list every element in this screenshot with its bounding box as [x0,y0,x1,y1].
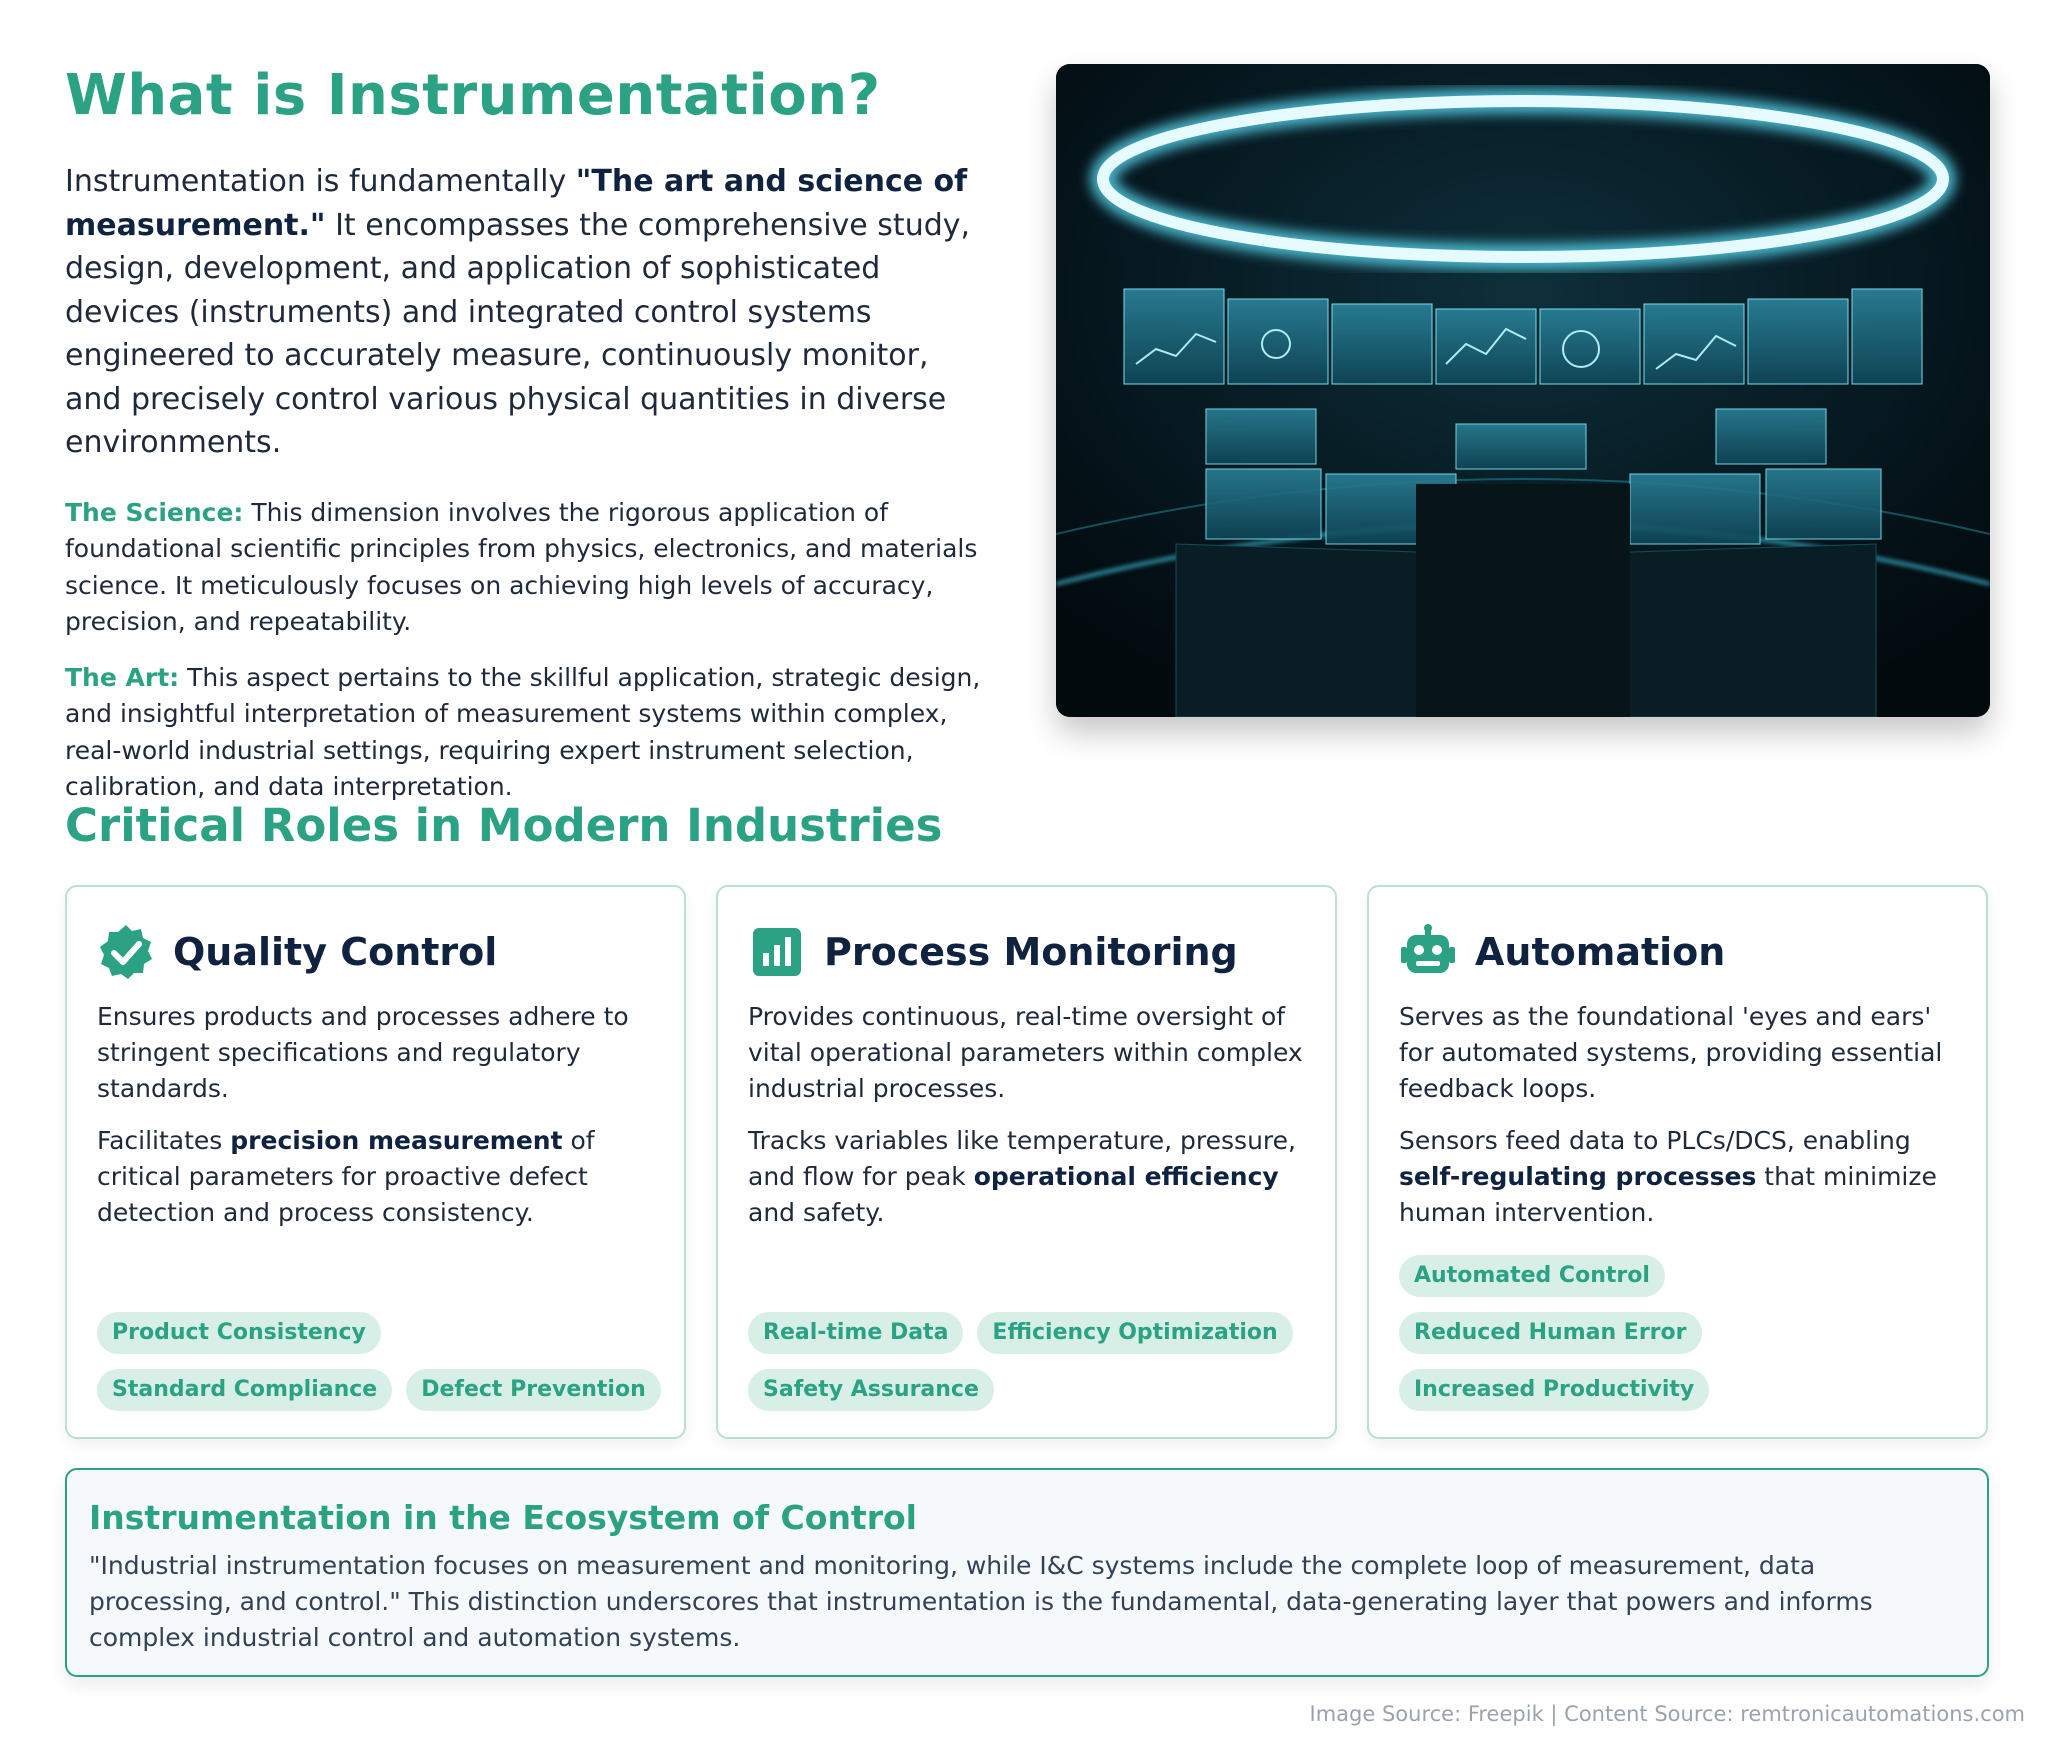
intro-section [65,60,985,806]
card-body [1399,999,1964,1231]
ecosystem-text: "Industrial instrumentation focuses on measurement and monitoring, while I&C systems include the complete loop of measurement, data processing, and control." This distinction underscores that instrumentation is the fundamental, data-generating layer that powers and informs complex industrial control and automation systems. [89,1551,1873,1652]
science-paragraph [65,495,985,641]
source-credit: Image Source: Freepik | Content Source: remtronicautomations.com [1309,1702,2025,1726]
ecosystem-title: Instrumentation in the Ecosystem of Control [89,1498,917,1537]
tag-increased-productivity: Increased Productivity [1399,1369,1709,1411]
card-header [1399,923,1725,981]
card-description: Ensures products and processes adhere to stringent specifications and regulatory standards. [97,1002,629,1103]
tag-list [1399,1255,1969,1411]
intro-lead-bold: "The art and science of measurement." [65,164,968,243]
card-detail-bold: operational efficiency [973,1162,1279,1191]
card-detail-rest: and safety. [748,1198,885,1227]
role-card-process-monitoring [716,885,1337,1439]
page-title: What is Instrumentation? [65,63,881,128]
card-detail-rest: that minimize human intervention. [1399,1162,1937,1227]
tag-list [97,1312,667,1411]
art-text: This aspect pertains to the skillful application, strategic design, and insightful interpretation of measurement systems within complex, real-world industrial settings, requiring expert instrument selection, calibration, and data interpretation. [65,662,981,801]
card-detail-text: Facilitates [97,1126,231,1155]
role-card-automation [1367,885,1988,1439]
card-detail-text: Sensors feed data to PLCs/DCS, enabling [1399,1126,1911,1155]
card-detail-bold: self-regulating processes [1399,1162,1757,1191]
tag-efficiency-optimization: Efficiency Optimization [977,1312,1292,1354]
role-card-quality-control [65,885,686,1439]
card-description: Serves as the foundational 'eyes and ears' for automated systems, providing essential feedback loops. [1399,1002,1943,1103]
card-title: Quality Control [173,930,498,974]
intro-lead-rest: It encompasses the comprehensive study, design, development, and application of sophisticated devices (instruments) and integrated control systems engineered to accurately measure, continuously monitor, and precisely control various physical quantities in diverse environments. [65,207,971,460]
card-detail-bold: precision measurement [230,1126,563,1155]
art-paragraph [65,660,985,806]
card-body [748,999,1313,1231]
card-detail [748,1123,1313,1231]
card-detail [1399,1123,1964,1231]
art-label: The Art: [65,662,180,692]
card-detail [97,1123,662,1231]
card-title: Process Monitoring [824,930,1238,974]
card-title: Automation [1475,930,1726,974]
control-room-image [1056,64,1990,717]
card-header [748,923,1238,981]
tag-real-time-data: Real-time Data [748,1312,963,1354]
tag-standard-compliance: Standard Compliance [97,1369,392,1411]
tag-defect-prevention: Defect Prevention [406,1369,661,1411]
intro-lead-text: Instrumentation is fundamentally [65,164,576,199]
card-detail-text: Tracks variables like temperature, pressure, and flow for peak [748,1126,1296,1191]
ecosystem-callout [65,1468,1989,1677]
science-label: The Science: [65,497,244,527]
robot-icon [1399,923,1457,981]
tag-automated-control: Automated Control [1399,1255,1665,1297]
tag-product-consistency: Product Consistency [97,1312,381,1354]
tag-safety-assurance: Safety Assurance [748,1369,994,1411]
tag-list [748,1312,1318,1411]
card-body [97,999,662,1231]
intro-paragraph [65,160,985,465]
tag-reduced-human-error: Reduced Human Error [1399,1312,1702,1354]
science-text: This dimension involves the rigorous application of foundational scientific principles from physics, electronics, and materials science. It meticulously focuses on achieving high levels of accuracy, precision, and repeatability. [65,497,978,636]
card-detail-rest: of critical parameters for proactive defect detection and process consistency. [97,1126,595,1227]
roles-section-title: Critical Roles in Modern Industries [65,799,943,852]
verified-badge-icon [97,923,155,981]
card-description: Provides continuous, real-time oversight of vital operational parameters within complex industrial processes. [748,1002,1303,1103]
bar-chart-icon [748,923,806,981]
card-header [97,923,497,981]
